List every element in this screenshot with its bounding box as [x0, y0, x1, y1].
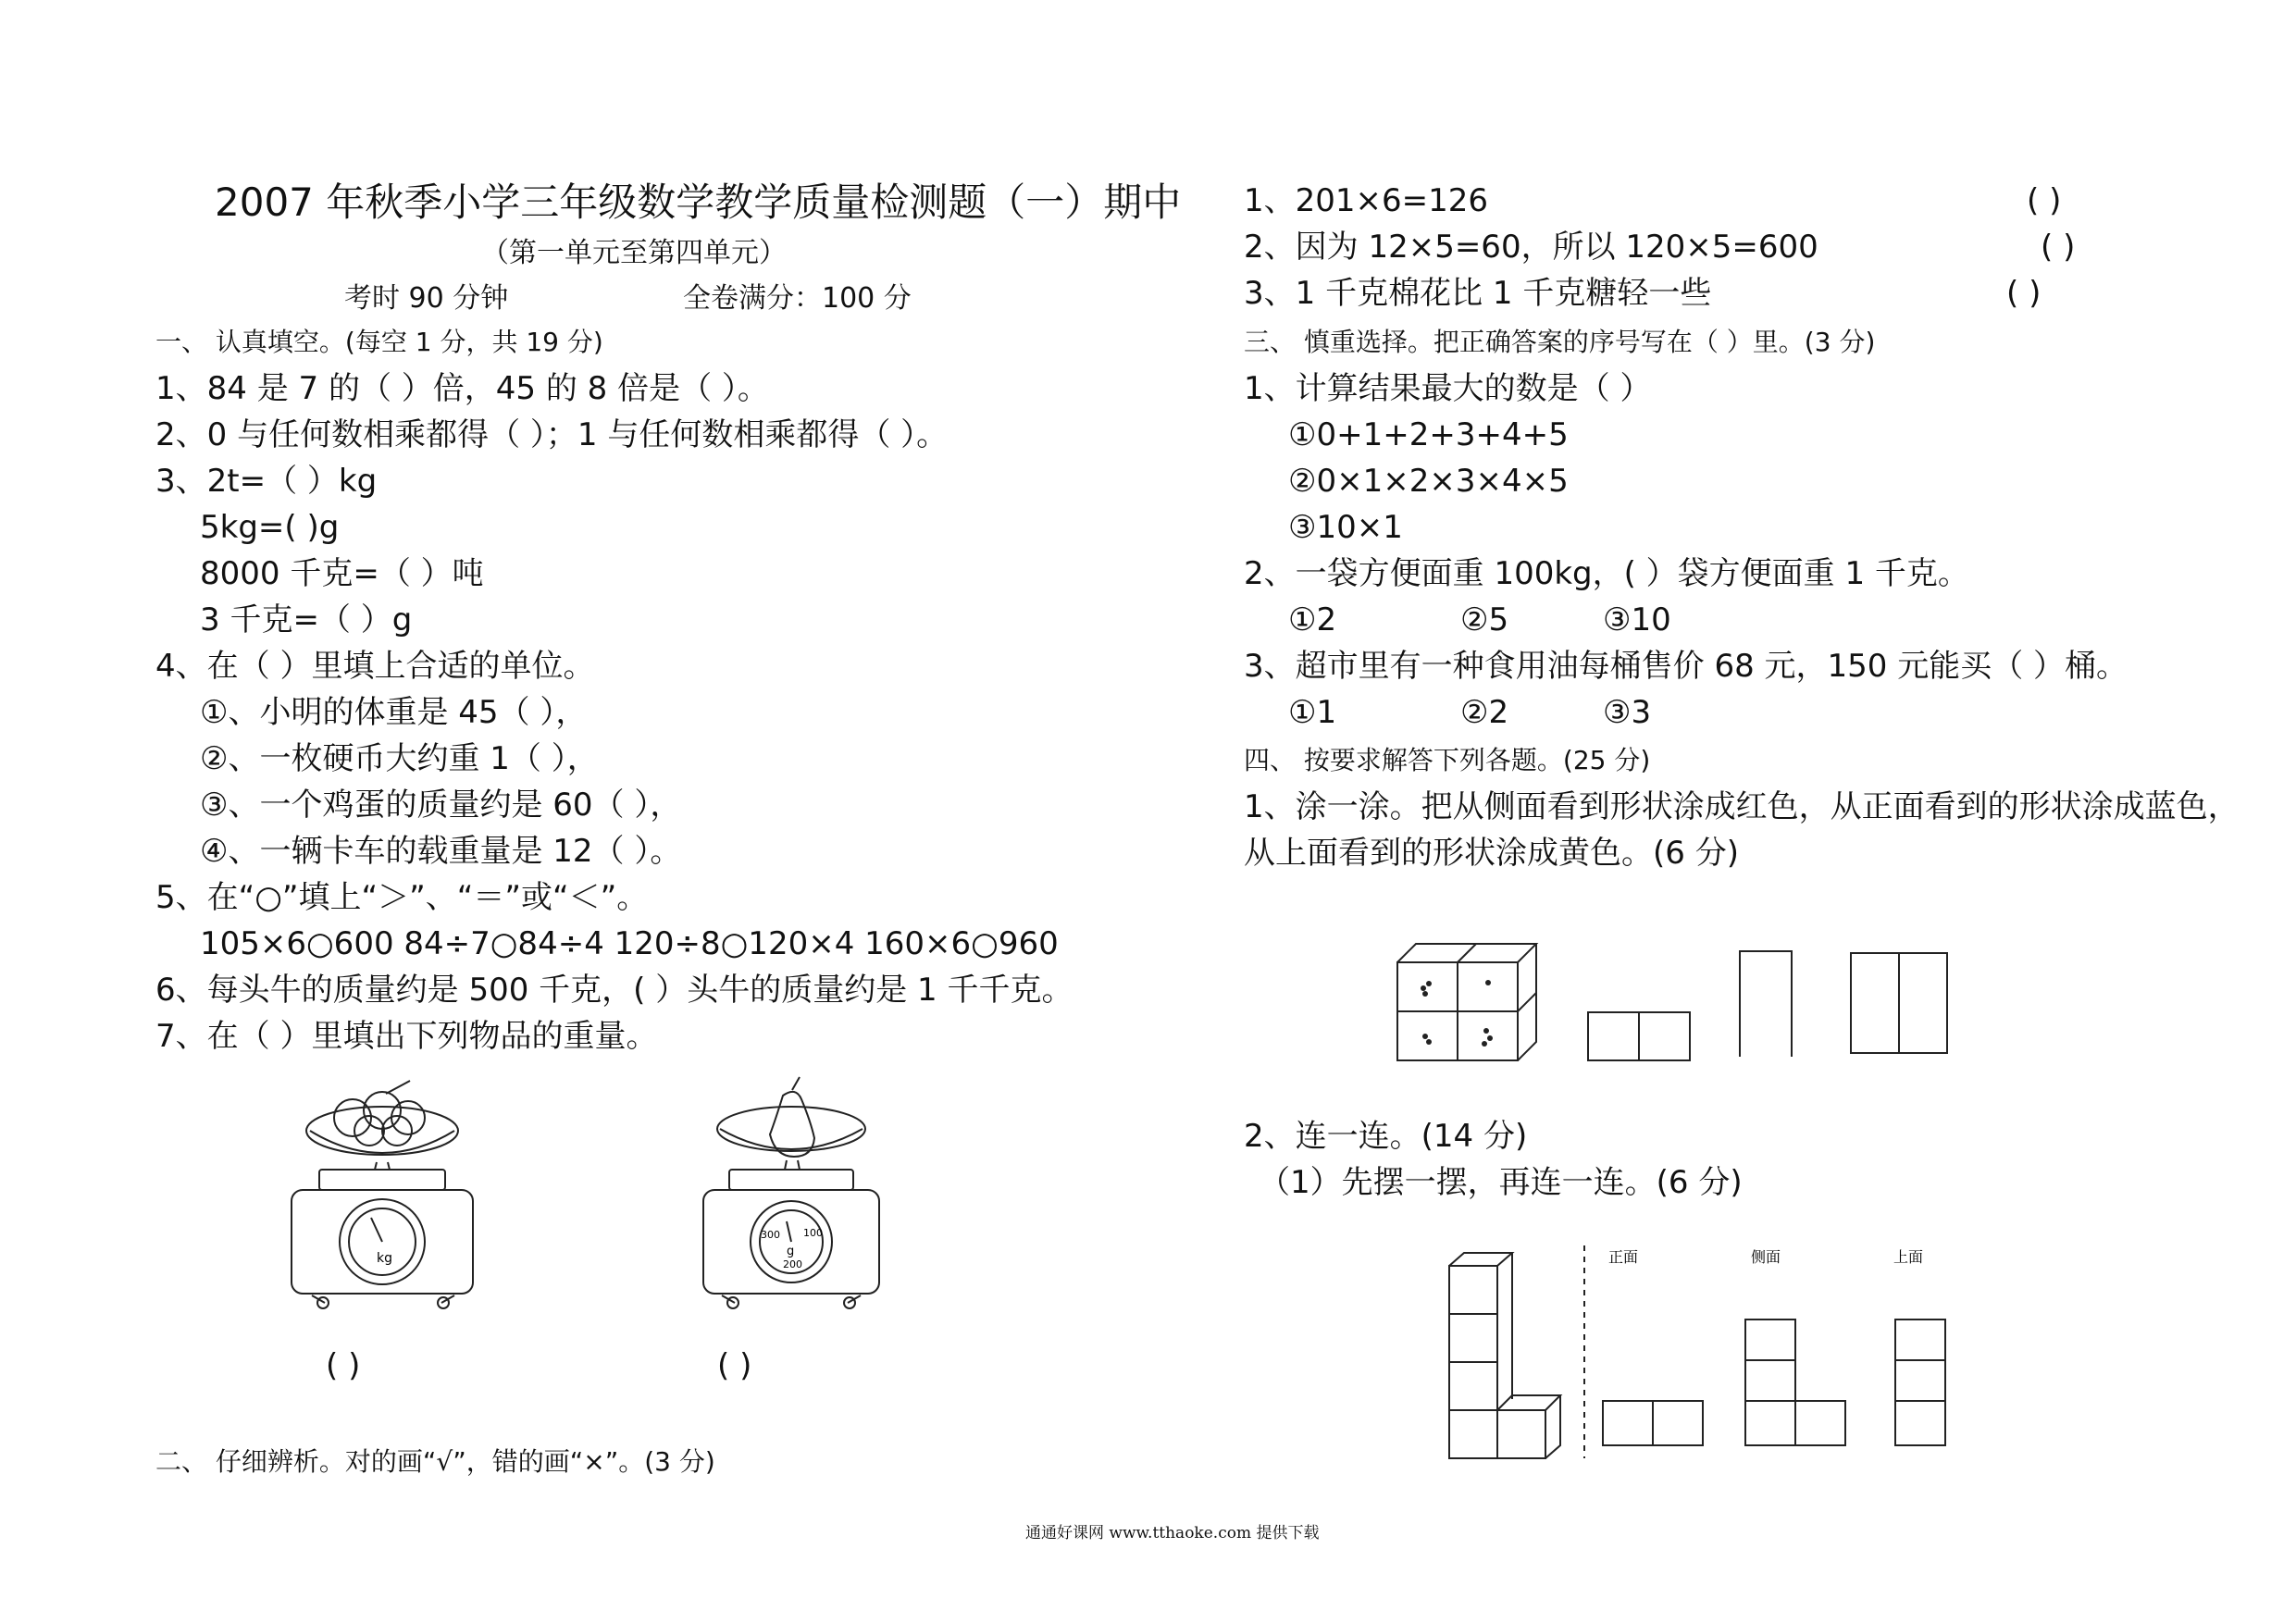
- s3-q2-opt3: ③10: [1603, 601, 1671, 638]
- s3-q3: 3、超市里有一种食用油每桶售价 68 元，150 元能买（ ）桶。: [1244, 648, 2128, 685]
- s1-q4-4: ④、一辆卡车的载重量是 12（ ）。: [200, 833, 682, 870]
- s3-q1-opt1: ①0+1+2+3+4+5: [1288, 416, 1569, 453]
- s2-item-3: 3、1 千克棉花比 1 千克糖轻一些: [1244, 275, 1712, 312]
- blocks-views-figure: [1444, 1240, 1962, 1462]
- s2-item-3-blank: ( ): [2006, 275, 2042, 312]
- exam-time: 考时 90 分钟: [344, 282, 509, 315]
- view-label-top: 上面: [1893, 1248, 1924, 1266]
- footer-credit: 通通好课网 www.tthaoke.com 提供下载: [1025, 1524, 1320, 1542]
- view-label-front: 正面: [1608, 1248, 1639, 1266]
- s1-q1: 1、84 是 7 的（ ）倍，45 的 8 倍是（ ）。: [155, 370, 769, 407]
- scale-fruit-left: [282, 1073, 486, 1314]
- scale-pear-right: [694, 1073, 888, 1314]
- scale-right-label-200: 200: [783, 1258, 802, 1270]
- s3-q3-opt2: ②2: [1460, 694, 1509, 731]
- scale-right-label-g: g: [787, 1245, 795, 1258]
- s3-q1-opt2: ②0×1×2×3×4×5: [1288, 463, 1569, 500]
- section1-heading: 一、 认真填空。(每空 1 分，共 19 分): [155, 327, 603, 357]
- s2-item-1: 1、201×6=126: [1244, 182, 1489, 219]
- s3-q2: 2、一袋方便面重 100kg，( ）袋方便面重 1 千克。: [1244, 555, 1969, 592]
- s2-item-1-blank: ( ): [2027, 182, 2062, 219]
- s1-q4-3: ③、一个鸡蛋的质量约是 60（ ），: [200, 787, 682, 824]
- s4-q2-1: （1）先摆一摆，再连一连。(6 分): [1259, 1164, 1743, 1201]
- s1-q3b: 5kg=( )g: [200, 509, 340, 546]
- s1-q4: 4、在（ ）里填上合适的单位。: [155, 648, 595, 685]
- s4-q1-line2: 从上面看到的形状涂成黄色。(6 分): [1244, 835, 1739, 872]
- scale-right-label-300: 300: [761, 1229, 780, 1241]
- s3-q3-opt3: ③3: [1603, 694, 1652, 731]
- section2-heading: 二、 仔细辨析。对的画“√”，错的画“×”。(3 分): [155, 1446, 715, 1477]
- blank-right: ( ): [717, 1347, 752, 1384]
- s3-q2-opt1: ①2: [1288, 601, 1337, 638]
- s4-q1-line1: 1、涂一涂。把从侧面看到形状涂成红色，从正面看到的形状涂成蓝色，: [1244, 788, 2240, 825]
- s1-q3a: 3、2t=（ ）kg: [155, 463, 378, 500]
- s2-item-2-blank: ( ): [2041, 229, 2076, 266]
- s1-q6: 6、每头牛的质量约是 500 千克，( ）头牛的质量约是 1 千千克。: [155, 972, 1074, 1009]
- view-label-side: 侧面: [1751, 1248, 1781, 1266]
- s1-q4-2: ②、一枚硬币大约重 1（ ），: [200, 740, 599, 777]
- section3-heading: 三、 慎重选择。把正确答案的序号写在（ ）里。(3 分): [1244, 327, 1876, 357]
- blank-left: ( ): [326, 1347, 361, 1384]
- cube-views-figure: [1388, 935, 1962, 1064]
- page-title: 2007 年秋季小学三年级数学教学质量检测题（一）期中: [215, 180, 1182, 225]
- s3-q2-opt2: ②5: [1460, 601, 1509, 638]
- s1-q3c: 8000 千克=（ ）吨: [200, 555, 484, 592]
- s1-q5: 5、在“○”填上“＞”、“＝”或“＜”。: [155, 879, 649, 916]
- s3-q3-opt1: ①1: [1288, 694, 1337, 731]
- s1-q5-items: 105×6○600 84÷7○84÷4 120÷8○120×4 160×6○960: [200, 925, 1059, 962]
- s3-q1-opt3: ③10×1: [1288, 509, 1403, 546]
- s3-q1: 1、计算结果最大的数是（ ）: [1244, 370, 1652, 407]
- s1-q2: 2、0 与任何数相乘都得（ ）；1 与任何数相乘都得（ ）。: [155, 416, 949, 453]
- s4-q2: 2、连一连。(14 分): [1244, 1118, 1528, 1155]
- full-score: 全卷满分：100 分: [683, 282, 912, 315]
- scale-right-label-100: 100: [803, 1227, 823, 1239]
- s1-q4-1: ①、小明的体重是 45（ ），: [200, 694, 588, 731]
- s1-q3d: 3 千克=（ ）g: [200, 601, 413, 638]
- scale-left-unit: kg: [377, 1251, 392, 1266]
- section4-heading: 四、 按要求解答下列各题。(25 分): [1244, 745, 1651, 775]
- s2-item-2: 2、因为 12×5=60，所以 120×5=600: [1244, 229, 1818, 266]
- page-subtitle: （第一单元至第四单元）: [481, 237, 787, 269]
- s1-q7: 7、在（ ）里填出下列物品的重量。: [155, 1018, 658, 1055]
